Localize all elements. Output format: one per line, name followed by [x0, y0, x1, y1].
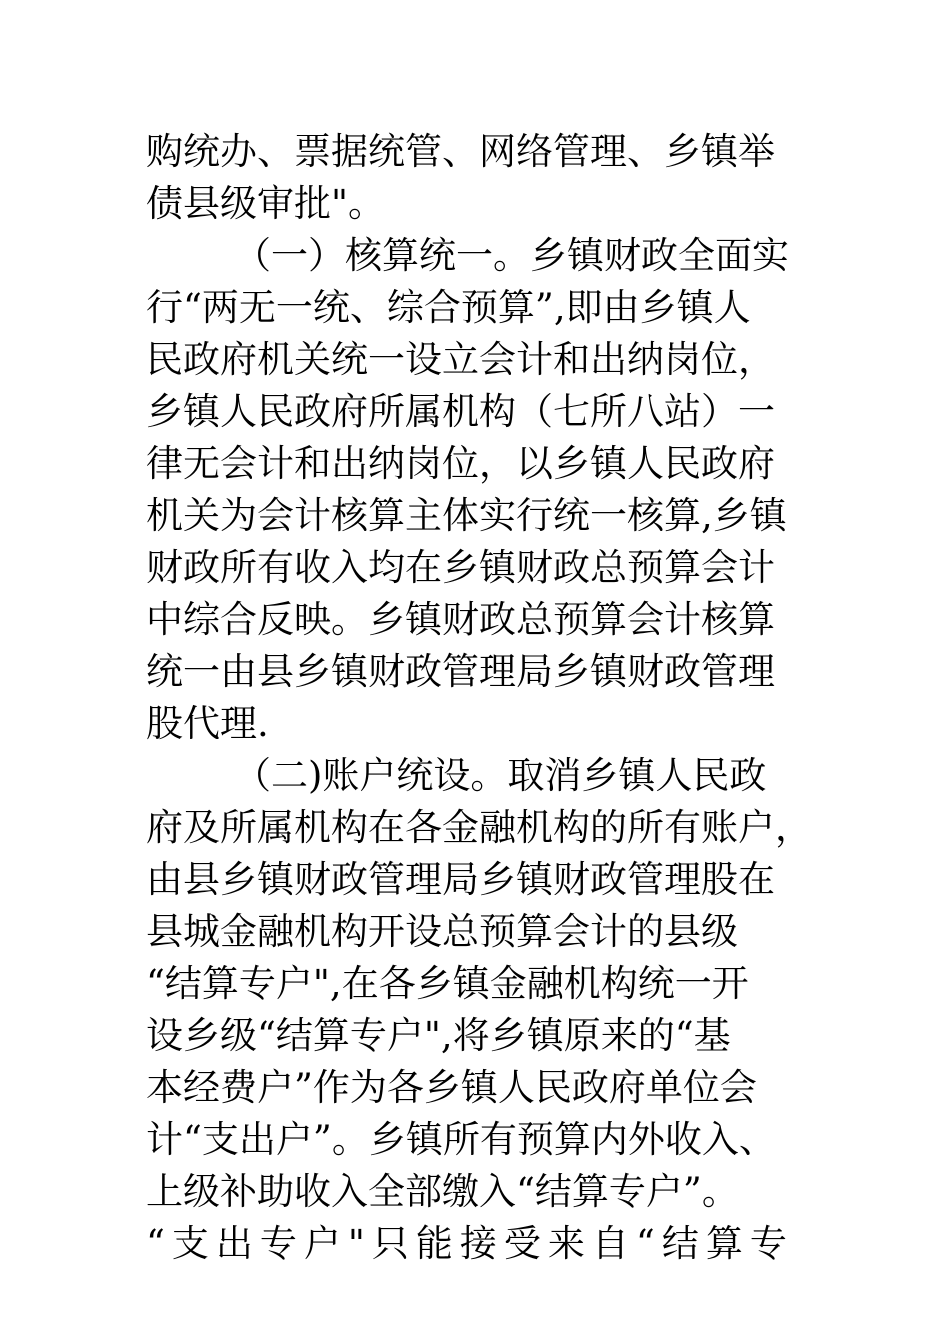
- text-line: 统一由县乡镇财政管理局乡镇财政管理: [146, 650, 775, 693]
- text-line: “结算专户",在各乡镇金融机构统一开: [146, 962, 749, 1005]
- text-line: 股代理.: [146, 702, 269, 745]
- text-line: 中综合反映。乡镇财政总预算会计核算: [146, 598, 775, 641]
- text-line: 购统办、票据统管、网络管理、乡镇举: [146, 130, 775, 173]
- text-line: 债县级审批"。: [146, 182, 386, 225]
- text-line: 上级补助收入全部缴入“结算专户”。: [146, 1170, 739, 1213]
- text-line: 机关为会计核算主体实行统一核算,乡镇: [146, 494, 787, 537]
- text-line: “支出专户"只能接受来自“结算专: [146, 1222, 794, 1265]
- text-line: 财政所有收入均在乡镇财政总预算会计: [146, 546, 775, 589]
- text-line: 民政府机关统一设立会计和出纳岗位，: [146, 338, 775, 381]
- body-text: [146, 126, 816, 1270]
- text-line: 由县乡镇财政管理局乡镇财政管理股在: [146, 858, 775, 901]
- text-line: 计“支出户”。乡镇所有预算内外收入、: [146, 1118, 776, 1161]
- text-line: 行“两无一统、综合预算”,即由乡镇人: [146, 286, 751, 329]
- section-heading-1: （一）核算统一。乡镇财政全面实: [234, 234, 789, 277]
- text-line: 设乡级“结算专户",将乡镇原来的“基: [146, 1014, 731, 1057]
- section-heading-2: （二)账户统设。取消乡镇人民政: [234, 754, 767, 797]
- text-line: 县城金融机构开设总预算会计的县级: [146, 910, 738, 953]
- text-line: 乡镇人民政府所属机构（七所八站）一: [146, 390, 775, 433]
- text-line: 府及所属机构在各金融机构的所有账户，: [146, 806, 812, 849]
- text-line: 律无会计和出纳岗位，以乡镇人民政府: [146, 442, 775, 485]
- text-line: 本经费户”作为各乡镇人民政府单位会: [146, 1066, 757, 1109]
